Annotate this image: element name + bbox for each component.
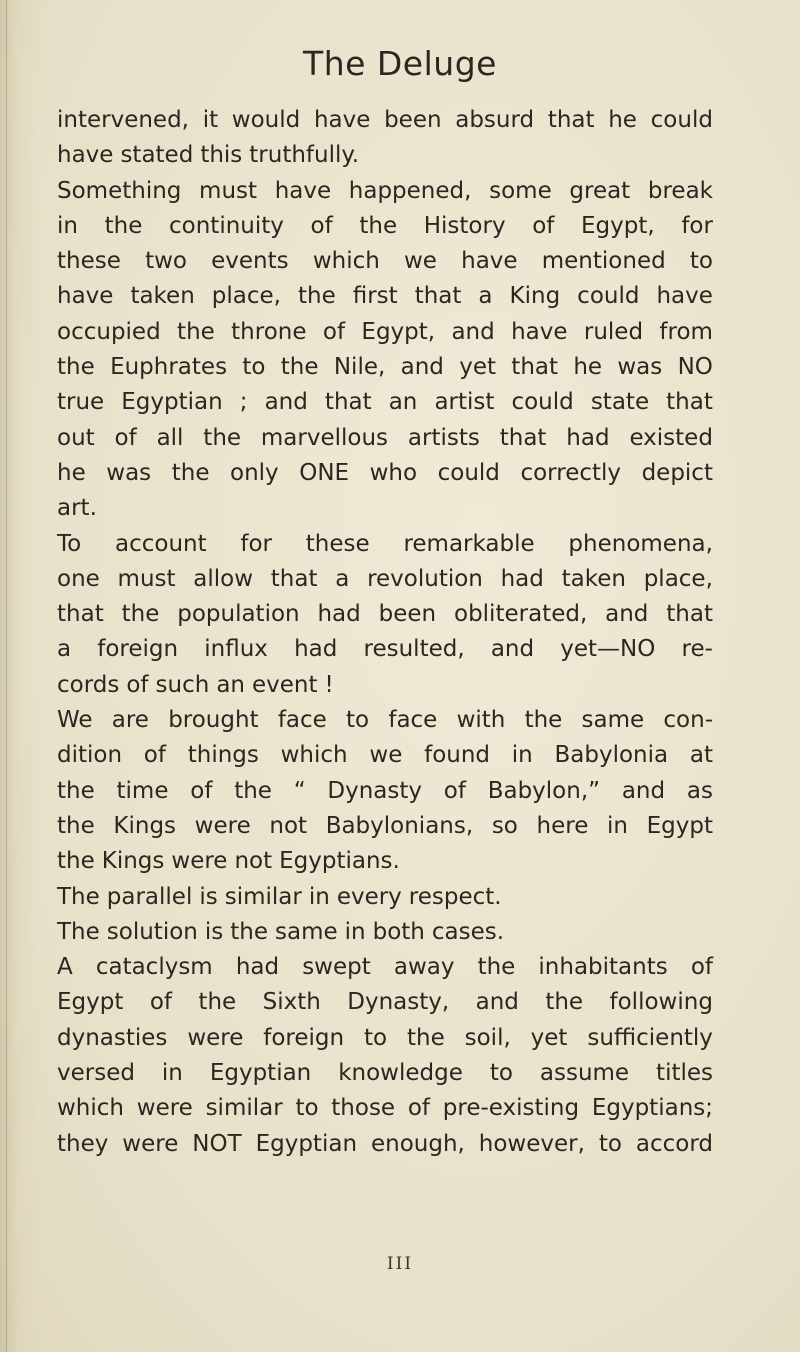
word: that: [666, 389, 713, 416]
text-line: [57, 1127, 713, 1162]
word: were: [187, 1024, 244, 1051]
word: of: [690, 954, 713, 981]
word: Babylon,”: [487, 777, 601, 804]
word: assume: [539, 1060, 630, 1087]
word: influx: [204, 636, 268, 663]
word: one: [57, 565, 100, 592]
text-line: [57, 668, 713, 703]
word: such: [155, 671, 210, 698]
word: only: [230, 459, 279, 486]
word: similar: [205, 1095, 283, 1122]
text-line: [57, 491, 713, 526]
word: the: [406, 1024, 445, 1051]
word: not: [234, 848, 273, 875]
word: he: [608, 107, 637, 133]
word: time: [116, 777, 169, 804]
word: the: [57, 848, 95, 875]
word: in: [308, 883, 330, 910]
word: same: [275, 918, 338, 945]
word: existed: [629, 424, 713, 451]
word: the: [171, 459, 210, 486]
word: which: [312, 248, 380, 275]
word: and: [605, 601, 649, 628]
word: Kings: [101, 848, 165, 875]
word: account: [114, 530, 207, 557]
word: were: [122, 1130, 179, 1157]
word: The: [57, 883, 100, 910]
word: the: [359, 212, 398, 239]
word: not: [269, 812, 308, 839]
word: is: [199, 883, 218, 910]
text-line: [57, 950, 713, 985]
word: here: [536, 812, 589, 839]
word: of: [310, 212, 333, 239]
word: have: [511, 318, 568, 345]
text-line: [57, 738, 713, 773]
word: Dynasty: [327, 777, 422, 804]
word: who: [369, 459, 418, 486]
word: the: [57, 777, 95, 804]
word: intervened,: [57, 107, 189, 133]
word: an: [388, 389, 418, 416]
word: was: [617, 354, 663, 381]
text-line: [57, 350, 713, 385]
word: Kings: [113, 812, 177, 839]
text-line: [57, 844, 713, 879]
word: state: [590, 389, 650, 416]
word: Egyptian: [255, 1130, 358, 1157]
word: con-: [663, 707, 713, 734]
word: Egyptians;: [591, 1095, 713, 1122]
word: which: [280, 742, 348, 769]
word: cords: [57, 671, 120, 698]
word: that: [324, 389, 372, 416]
word: dynasties: [57, 1024, 168, 1051]
word: have: [313, 107, 371, 133]
word: to: [364, 1024, 388, 1051]
text-line: [57, 985, 713, 1020]
text-line: [57, 456, 713, 491]
word: History: [423, 212, 506, 239]
word: “: [293, 777, 306, 804]
word: continuity: [169, 212, 284, 239]
word: for: [240, 530, 273, 557]
word: Egypt,: [361, 318, 436, 345]
word: in: [511, 742, 533, 769]
word: Something: [57, 177, 182, 204]
word: foreign: [97, 636, 179, 663]
word: had: [317, 601, 361, 628]
word: revolution: [367, 565, 483, 592]
word: that: [511, 354, 559, 381]
text-line: [57, 138, 713, 173]
word: Egyptian: [209, 1060, 312, 1087]
word: remarkable: [403, 530, 535, 557]
word: ONE: [299, 459, 350, 486]
word: inhabitants: [538, 954, 668, 981]
word: as: [686, 777, 713, 804]
word: resulted,: [363, 636, 465, 663]
word: that: [57, 601, 104, 628]
word: all: [156, 424, 184, 451]
text-line: [57, 915, 713, 950]
word: allow: [193, 565, 254, 592]
word: Euphrates: [110, 354, 228, 381]
word: a: [335, 565, 350, 592]
word: place,: [643, 565, 713, 592]
word: have: [57, 283, 114, 310]
word: and: [621, 777, 666, 804]
word: could: [577, 283, 640, 310]
text-line: [57, 1091, 713, 1126]
text-line: [57, 1056, 713, 1091]
word: place,: [211, 283, 281, 310]
word: were: [171, 848, 228, 875]
word: yet: [530, 1024, 568, 1051]
word: he: [57, 459, 86, 486]
word: the: [198, 989, 237, 1016]
word: is: [204, 918, 224, 945]
page-edge: [6, 0, 7, 1352]
word: stated: [120, 142, 194, 169]
word: to: [346, 707, 370, 734]
word: mentioned: [541, 248, 666, 275]
word: population: [177, 601, 300, 628]
word: following: [609, 989, 713, 1016]
word: enough,: [370, 1130, 465, 1157]
word: soil,: [464, 1024, 511, 1051]
word: marvellous: [260, 424, 389, 451]
word: at: [689, 742, 713, 769]
text-line: [57, 1021, 713, 1056]
word: that: [499, 424, 547, 451]
word: pre-existing: [442, 1095, 580, 1122]
word: to: [598, 1130, 622, 1157]
word: been: [384, 107, 442, 133]
word: of: [407, 1095, 431, 1122]
word: respect.: [408, 883, 502, 910]
word: first: [352, 283, 398, 310]
running-header: The Deluge: [303, 44, 497, 83]
word: swept: [302, 954, 371, 981]
word: of: [190, 777, 213, 804]
word: had: [294, 636, 338, 663]
word: cases.: [431, 918, 505, 945]
word: was: [106, 459, 152, 486]
word: in: [344, 918, 366, 945]
word: could: [650, 107, 713, 133]
word: taken: [561, 565, 626, 592]
word: To: [57, 530, 82, 557]
word: !: [324, 671, 334, 698]
word: Babylonia: [554, 742, 669, 769]
word: an: [216, 671, 245, 698]
word: a: [478, 283, 493, 310]
word: he: [573, 354, 603, 381]
word: out: [57, 424, 95, 451]
word: the: [57, 812, 95, 839]
word: and: [400, 354, 444, 381]
word: ;: [239, 389, 248, 416]
text-line: [57, 562, 713, 597]
word: titles: [656, 1060, 713, 1087]
word: it: [202, 107, 219, 133]
text-line: [57, 174, 713, 209]
word: been: [378, 601, 437, 628]
text-line: [57, 632, 713, 667]
word: that: [414, 283, 462, 310]
word: that: [270, 565, 318, 592]
word: knowledge: [338, 1060, 463, 1087]
word: throne: [231, 318, 307, 345]
word: art.: [57, 495, 97, 522]
word: We: [57, 707, 93, 734]
word: Nile,: [333, 354, 386, 381]
word: Dynasty,: [347, 989, 450, 1016]
body-text: [57, 103, 713, 1162]
word: in: [607, 812, 628, 839]
text-line: [57, 774, 713, 809]
text-line: [57, 421, 713, 456]
word: the: [203, 424, 242, 451]
word: to: [689, 248, 713, 275]
word: foreign: [263, 1024, 345, 1051]
word: were: [136, 1095, 193, 1122]
word: are: [111, 707, 149, 734]
word: solution: [106, 918, 198, 945]
word: to: [295, 1095, 319, 1122]
word: every: [336, 883, 402, 910]
word: these: [57, 248, 121, 275]
word: this: [200, 142, 243, 169]
word: which: [57, 1095, 125, 1122]
text-line: [57, 703, 713, 738]
word: cataclysm: [95, 954, 213, 981]
word: absurd: [455, 107, 535, 133]
word: the: [104, 212, 143, 239]
word: the: [477, 954, 516, 981]
word: Sixth: [262, 989, 321, 1016]
word: the: [230, 918, 268, 945]
word: have: [57, 142, 114, 169]
page-number: III: [386, 1254, 414, 1274]
word: artists: [407, 424, 480, 451]
word: face: [388, 707, 438, 734]
word: true: [57, 389, 105, 416]
word: and: [451, 318, 495, 345]
word: the: [234, 777, 272, 804]
word: the: [524, 707, 563, 734]
word: taken: [130, 283, 195, 310]
word: the: [57, 354, 95, 381]
word: away: [393, 954, 455, 981]
word: we: [369, 742, 403, 769]
word: we: [404, 248, 437, 275]
word: both: [372, 918, 425, 945]
word: would: [231, 107, 301, 133]
text-line: [57, 315, 713, 350]
word: had: [566, 424, 610, 451]
word: and: [264, 389, 308, 416]
word: the: [545, 989, 584, 1016]
word: the: [280, 354, 319, 381]
word: so: [491, 812, 518, 839]
word: face: [277, 707, 327, 734]
word: correctly: [520, 459, 622, 486]
word: occupied: [57, 318, 161, 345]
word: found: [424, 742, 491, 769]
word: A: [57, 954, 73, 981]
word: must: [199, 177, 258, 204]
word: parallel: [106, 883, 193, 910]
word: two: [145, 248, 187, 275]
word: dition: [57, 742, 123, 769]
word: similar: [224, 883, 302, 910]
text-line: [57, 385, 713, 420]
word: re-: [681, 636, 713, 663]
word: with: [456, 707, 506, 734]
word: same: [581, 707, 645, 734]
text-line: [57, 527, 713, 562]
word: versed: [57, 1060, 135, 1087]
word: the: [297, 283, 336, 310]
word: sufficiently: [587, 1024, 713, 1051]
word: to: [489, 1060, 513, 1087]
word: Egypt: [57, 989, 124, 1016]
word: Egypt,: [581, 212, 655, 239]
word: these: [305, 530, 370, 557]
word: and: [475, 989, 519, 1016]
word: could: [437, 459, 500, 486]
word: had: [235, 954, 280, 981]
word: King: [509, 283, 561, 310]
word: accord: [635, 1130, 713, 1157]
word: things: [187, 742, 259, 769]
text-line: [57, 809, 713, 844]
word: ruled: [583, 318, 644, 345]
word: in: [161, 1060, 183, 1087]
word: those: [331, 1095, 396, 1122]
word: from: [659, 318, 713, 345]
word: a: [57, 636, 72, 663]
text-line: [57, 244, 713, 279]
word: had: [500, 565, 544, 592]
word: phenomena,: [568, 530, 713, 557]
word: event: [252, 671, 318, 698]
word: break: [647, 177, 713, 204]
word: could: [511, 389, 574, 416]
word: must: [117, 565, 176, 592]
text-line: [57, 209, 713, 244]
word: some: [489, 177, 552, 204]
word: in: [57, 212, 78, 239]
word: yet: [459, 354, 496, 381]
word: the: [177, 318, 215, 345]
word: Egyptians.: [279, 848, 400, 875]
word: Babylonians,: [325, 812, 474, 839]
word: that: [547, 107, 595, 133]
text-line: [57, 103, 713, 138]
word: obliterated,: [454, 601, 588, 628]
word: events: [211, 248, 289, 275]
text-line: [57, 880, 713, 915]
word: and: [490, 636, 535, 663]
word: brought: [168, 707, 259, 734]
word: Egyptian: [121, 389, 223, 416]
word: of: [143, 742, 166, 769]
word: Egypt: [646, 812, 713, 839]
word: of: [532, 212, 555, 239]
word: that: [666, 601, 713, 628]
word: The: [57, 918, 100, 945]
word: for: [681, 212, 713, 239]
word: of: [126, 671, 149, 698]
word: happened,: [348, 177, 472, 204]
word: the: [121, 601, 160, 628]
text-line: [57, 597, 713, 632]
word: have: [656, 283, 713, 310]
word: yet—NO: [560, 636, 656, 663]
word: NO: [677, 354, 713, 381]
word: artist: [434, 389, 495, 416]
text-line: [57, 279, 713, 314]
word: they: [57, 1130, 109, 1157]
word: truthfully.: [249, 142, 360, 169]
word: of: [443, 777, 466, 804]
word: of: [149, 989, 172, 1016]
word: were: [194, 812, 251, 839]
word: have: [461, 248, 518, 275]
word: of: [322, 318, 346, 345]
word: depict: [641, 459, 713, 486]
word: great: [569, 177, 631, 204]
word: have: [274, 177, 332, 204]
word: to: [242, 354, 266, 381]
word: of: [114, 424, 137, 451]
word: however,: [478, 1130, 585, 1157]
word: NOT: [192, 1130, 242, 1157]
